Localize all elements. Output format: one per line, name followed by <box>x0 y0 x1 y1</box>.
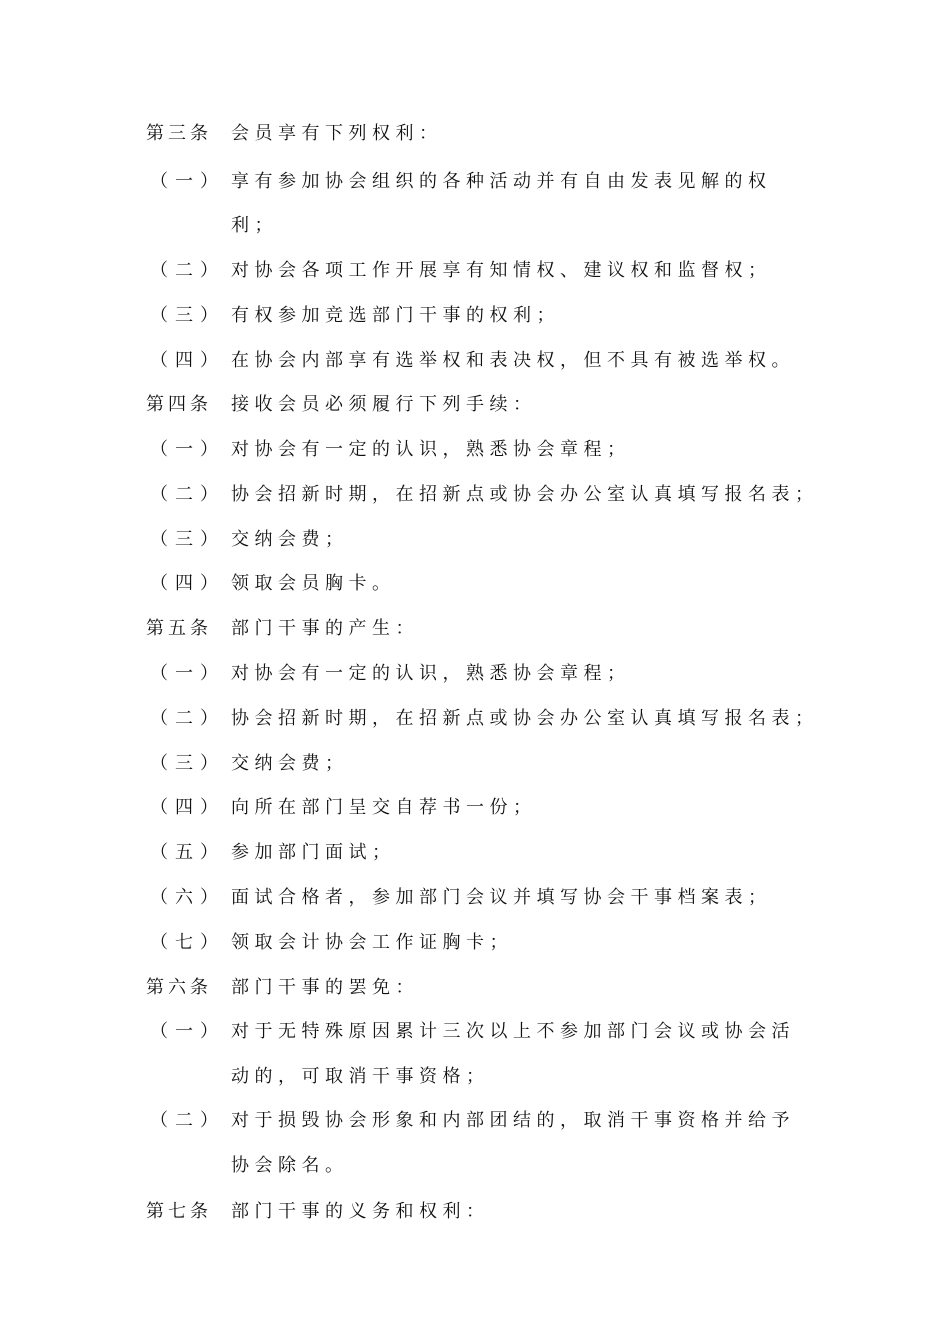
list-item <box>0 661 950 687</box>
item-label: （四） <box>150 797 225 818</box>
item-label: （五） <box>150 842 225 863</box>
item-label: （一） <box>150 1021 225 1042</box>
list-item <box>0 1019 950 1045</box>
line-text: 部门干事的罢免： <box>231 977 419 998</box>
line-text: 协会除名。 <box>231 1155 349 1176</box>
line-text: 对于损毁协会形象和内部团结的，取消干事资格并给予 <box>231 1110 795 1131</box>
item-label: （一） <box>150 439 225 460</box>
item-label: （一） <box>150 663 225 684</box>
item-label: （二） <box>150 484 225 505</box>
item-label: （二） <box>150 260 225 281</box>
line-text: 交纳会费； <box>231 753 349 774</box>
line-text: 对协会有一定的认识，熟悉协会章程； <box>231 439 631 460</box>
line-text: 对协会各项工作开展享有知情权、建议权和监督权； <box>231 260 772 281</box>
list-item <box>0 437 950 463</box>
article-6-heading <box>0 975 950 1001</box>
article-7-heading <box>0 1199 950 1225</box>
article-label: 第四条 <box>146 394 212 415</box>
list-item <box>0 706 950 732</box>
line-text: 部门干事的义务和权利： <box>231 1201 490 1222</box>
line-text: 对协会有一定的认识，熟悉协会章程； <box>231 663 631 684</box>
line-text: 面试合格者，参加部门会议并填写协会干事档案表； <box>231 887 772 908</box>
article-4-heading <box>0 392 950 418</box>
item-label: （四） <box>150 350 225 371</box>
item-label: （二） <box>150 1110 225 1131</box>
line-text: 参加部门面试； <box>231 842 396 863</box>
list-item <box>0 482 950 508</box>
line-text: 向所在部门呈交自荐书一份； <box>231 797 537 818</box>
list-item-continuation <box>0 213 950 239</box>
list-item <box>0 1108 950 1134</box>
line-text: 领取会计协会工作证胸卡； <box>231 932 513 953</box>
list-item <box>0 795 950 821</box>
line-text: 利； <box>231 215 278 236</box>
list-item <box>0 169 950 195</box>
list-item-continuation <box>0 1064 950 1090</box>
article-label: 第七条 <box>146 1201 212 1222</box>
line-text: 在协会内部享有选举权和表决权，但不具有被选举权。 <box>231 350 795 371</box>
list-item <box>0 930 950 956</box>
item-label: （三） <box>150 305 225 326</box>
line-text: 部门干事的产生： <box>231 618 419 639</box>
article-3-heading <box>0 121 950 147</box>
item-label: （七） <box>150 932 225 953</box>
article-5-heading <box>0 616 950 642</box>
line-text: 会员享有下列权利： <box>231 123 443 144</box>
list-item <box>0 527 950 553</box>
line-text: 领取会员胸卡。 <box>231 573 396 594</box>
line-text: 协会招新时期，在招新点或协会办公室认真填写报名表； <box>231 484 819 505</box>
list-item <box>0 303 950 329</box>
line-text: 对于无特殊原因累计三次以上不参加部门会议或协会活 <box>231 1021 795 1042</box>
list-item-continuation <box>0 1153 950 1179</box>
line-text: 享有参加协会组织的各种活动并有自由发表见解的权 <box>231 171 772 192</box>
article-label: 第五条 <box>146 618 212 639</box>
item-label: （三） <box>150 753 225 774</box>
line-text: 有权参加竞选部门干事的权利； <box>231 305 560 326</box>
list-item <box>0 258 950 284</box>
list-item <box>0 571 950 597</box>
line-text: 协会招新时期，在招新点或协会办公室认真填写报名表； <box>231 708 819 729</box>
item-label: （一） <box>150 171 225 192</box>
item-label: （四） <box>150 573 225 594</box>
item-label: （三） <box>150 529 225 550</box>
article-label: 第六条 <box>146 977 212 998</box>
list-item <box>0 751 950 777</box>
list-item <box>0 840 950 866</box>
item-label: （二） <box>150 708 225 729</box>
article-label: 第三条 <box>146 123 212 144</box>
list-item <box>0 885 950 911</box>
line-text: 接收会员必须履行下列手续： <box>231 394 537 415</box>
list-item <box>0 348 950 374</box>
line-text: 动的，可取消干事资格； <box>231 1066 490 1087</box>
line-text: 交纳会费； <box>231 529 349 550</box>
item-label: （六） <box>150 887 225 908</box>
